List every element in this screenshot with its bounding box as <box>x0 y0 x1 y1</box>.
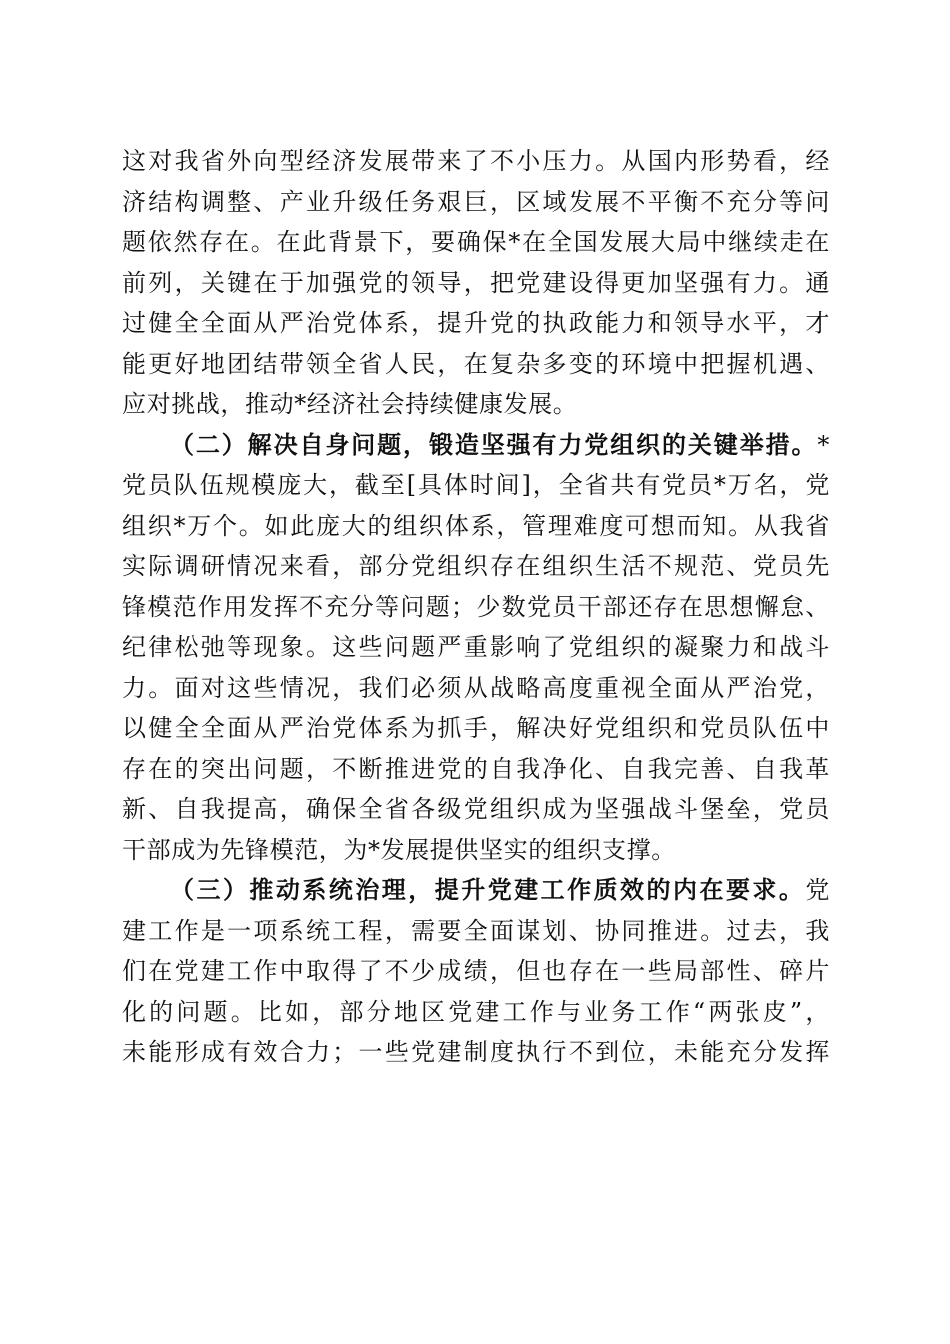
paragraph-1-line-2: 济结构调整、产业升级任务艰巨，区域发展不平衡不充分等问 <box>122 187 830 216</box>
paragraph-2-line-1: 党员队伍规模庞大，截至[具体时间]，全省共有党员*万名，党 <box>122 471 830 499</box>
document-body <box>122 141 830 1073</box>
paragraph-2-heading-rest: * <box>817 430 830 459</box>
paragraph-3-line-4: 未能形成有效合力；一些党建制度执行不到位，未能充分发挥 <box>122 1038 830 1066</box>
paragraph-2-line-9: 新、自我提高，确保全省各级党组织成为坚强战斗堡垒，党员 <box>122 795 830 823</box>
paragraph-2-line-10: 干部成为先锋模范，为*发展提供坚实的组织支撑。 <box>122 835 676 864</box>
paragraph-1-line-1: 这对我省外向型经济发展带来了不小压力。从国内形势看，经 <box>122 147 830 175</box>
paragraph-2-line-7: 以健全全面从严治党体系为抓手，解决好党组织和党员队伍中 <box>122 714 830 742</box>
paragraph-3-line-2: 们在党建工作中取得了不少成绩，但也存在一些局部性、碎片 <box>122 957 830 985</box>
paragraph-1-line-4: 前列，关键在于加强党的领导，把党建设得更加坚强有力。通 <box>122 268 830 297</box>
section-heading-2: （二）解决自身问题，锻造坚强有力党组织的关键举措。 <box>170 429 818 459</box>
paragraph-2-line-3: 实际调研情况来看，部分党组织存在组织生活不规范、党员先 <box>122 552 830 580</box>
paragraph-1-line-5: 过健全全面从严治党体系，提升党的执政能力和领导水平，才 <box>122 309 830 337</box>
paragraph-1-line-3: 题依然存在。在此背景下，要确保*在全国发展大局中继续走在 <box>122 228 830 256</box>
paragraph-1-line-6: 能更好地团结带领全省人民，在复杂多变的环境中把握机遇、 <box>122 349 830 378</box>
paragraph-3-line-1: 建工作是一项系统工程，需要全面谋划、协同推进。过去，我 <box>122 916 830 945</box>
paragraph-2-line-2: 组织*万个。如此庞大的组织体系，管理难度可想而知。从我省 <box>122 511 830 540</box>
paragraph-2-line-8: 存在的突出问题，不断推进党的自我净化、自我完善、自我革 <box>122 754 830 783</box>
paragraph-2-line-6: 力。面对这些情况，我们必须从战略高度重视全面从严治党， <box>122 673 830 702</box>
paragraph-1-line-7: 应对挑战，推动*经济社会持续健康发展。 <box>122 390 578 418</box>
paragraph-2-heading-line <box>122 425 830 466</box>
paragraph-2-line-5: 纪律松弛等现象。这些问题严重影响了党组织的凝聚力和战斗 <box>122 633 830 661</box>
paragraph-3-line-3: 化的问题。比如，部分地区党建工作与业务工作“两张皮”， <box>122 997 830 1026</box>
paragraph-3-heading-rest: 党 <box>805 876 830 904</box>
paragraph-3-heading-line <box>122 870 830 911</box>
paragraph-2-line-4: 锋模范作用发挥不充分等问题；少数党员干部还存在思想懈怠、 <box>122 592 830 621</box>
section-heading-3: （三）推动系统治理，提升党建工作质效的内在要求。 <box>170 875 806 904</box>
